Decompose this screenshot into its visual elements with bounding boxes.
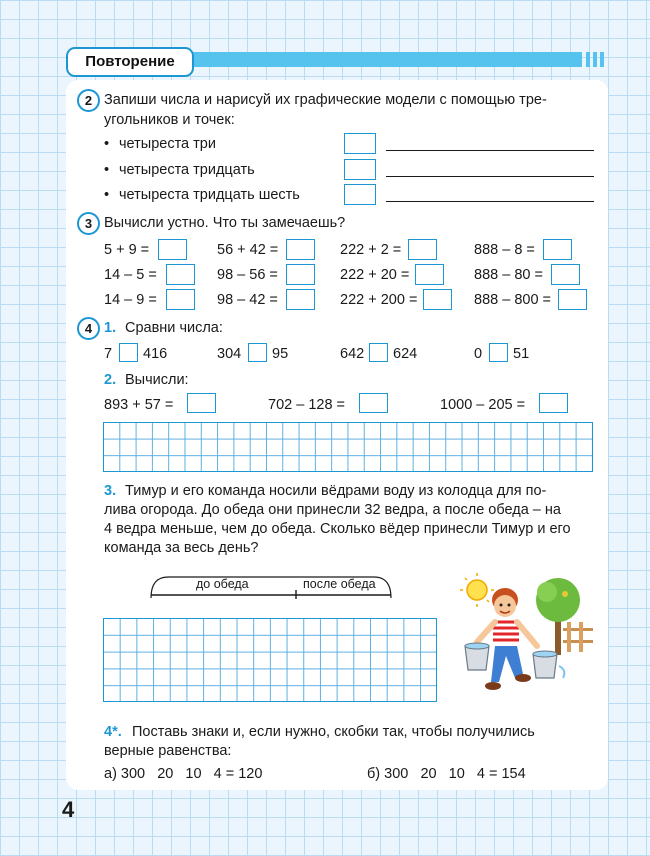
task-text: Вычисли устно. Что ты замечаешь?	[104, 215, 346, 231]
fence	[567, 622, 571, 652]
expression: 98 – 42 =	[217, 292, 278, 308]
item-label: четыреста тридцать	[119, 162, 255, 178]
expression: 5 + 9 =	[104, 242, 150, 258]
answer-box[interactable]	[543, 239, 572, 260]
subtask-label: 2.	[104, 372, 117, 388]
compare-left: 304	[217, 346, 242, 362]
task-text: Поставь знаки и, если нужно, скобки так, чтобы получились	[132, 724, 535, 740]
header-stripe	[600, 52, 604, 67]
boy-shoe	[485, 682, 501, 690]
answer-line[interactable]	[386, 150, 594, 151]
answer-line[interactable]	[386, 176, 594, 177]
task-text: верные равенства:	[104, 743, 232, 759]
tree-crown	[537, 582, 557, 602]
boy-arm	[477, 622, 495, 642]
item-label: четыреста три	[119, 136, 216, 152]
apple-icon	[562, 591, 568, 597]
task-text: Сравни числа:	[125, 320, 223, 336]
header-stripe	[593, 52, 597, 67]
equation-a: а) 300 20 10 4 = 120	[104, 766, 263, 782]
answer-box[interactable]	[551, 264, 580, 285]
bucket-water	[465, 643, 489, 649]
task-number: 4	[77, 317, 100, 340]
boy-arm	[517, 622, 537, 646]
bullet: •	[104, 136, 110, 152]
task-text: Запиши числа и нарисуй их графические модели с помощью тре-	[104, 92, 547, 108]
expression: 56 + 42 =	[217, 242, 279, 258]
compare-left: 7	[104, 346, 113, 362]
sign-box[interactable]	[489, 343, 508, 362]
answer-box[interactable]	[286, 239, 315, 260]
answer-box[interactable]	[344, 159, 376, 180]
answer-box[interactable]	[408, 239, 437, 260]
calculation-grid[interactable]	[103, 422, 593, 472]
equation-b: б) 300 20 10 4 = 154	[367, 766, 526, 782]
bucket-icon	[465, 646, 489, 670]
compare-right: 416	[143, 346, 168, 362]
page-number: 4	[62, 797, 75, 822]
answer-box[interactable]	[558, 289, 587, 310]
expression: 888 – 800 =	[474, 292, 552, 308]
water-splash	[559, 666, 564, 678]
answer-box[interactable]	[344, 184, 376, 205]
task-text: Тимур и его команда носили вёдрами воду из колодца для по-	[125, 483, 547, 499]
expression: 222 + 20 =	[340, 267, 410, 283]
expression: 702 – 128 =	[268, 397, 346, 413]
task-number: 3	[77, 212, 100, 235]
section-title: Повторение	[66, 47, 194, 77]
item-label: четыреста тридцать шесть	[119, 187, 300, 203]
bullet: •	[104, 187, 110, 203]
expression: 1000 – 205 =	[440, 397, 526, 413]
subtask-label: 4*.	[104, 724, 122, 740]
diagram-label-before: до обеда	[196, 577, 249, 591]
expression: 893 + 57 =	[104, 397, 174, 413]
compare-right: 624	[393, 346, 418, 362]
header-stripe	[586, 52, 590, 67]
bucket-icon	[533, 654, 557, 678]
task-text: угольников и точек:	[104, 112, 235, 128]
expression: 222 + 2 =	[340, 242, 402, 258]
subtask-label: 3.	[104, 483, 117, 499]
boy-shoe	[515, 674, 531, 682]
sign-box[interactable]	[369, 343, 388, 362]
fence	[579, 622, 583, 652]
answer-box[interactable]	[286, 264, 315, 285]
expression: 888 – 8 =	[474, 242, 535, 258]
task-text: 4 ведра меньше, чем до обеда. Сколько вёдер принесли Тимур и его	[104, 521, 571, 537]
answer-box[interactable]	[415, 264, 444, 285]
subtask-label: 1.	[104, 320, 117, 336]
answer-box[interactable]	[158, 239, 187, 260]
compare-right: 51	[513, 346, 530, 362]
answer-box[interactable]	[344, 133, 376, 154]
sun-icon	[467, 580, 487, 600]
expression: 222 + 200 =	[340, 292, 418, 308]
compare-right: 95	[272, 346, 289, 362]
expression: 98 – 56 =	[217, 267, 278, 283]
solution-grid[interactable]	[103, 618, 437, 702]
task-text: команда за весь день?	[104, 540, 259, 556]
sign-box[interactable]	[248, 343, 267, 362]
bullet: •	[104, 162, 110, 178]
task-text: лива огорода. До обеда они принесли 32 ведра, а после обеда – на	[104, 502, 561, 518]
sign-box[interactable]	[119, 343, 138, 362]
answer-box[interactable]	[286, 289, 315, 310]
task-number: 2	[77, 89, 100, 112]
answer-box[interactable]	[539, 393, 568, 413]
boy-with-buckets-illustration	[455, 570, 595, 705]
answer-box[interactable]	[166, 264, 195, 285]
answer-line[interactable]	[386, 201, 594, 202]
compare-left: 642	[340, 346, 365, 362]
answer-box[interactable]	[187, 393, 216, 413]
answer-box[interactable]	[359, 393, 388, 413]
bucket-water	[533, 651, 557, 657]
answer-box[interactable]	[166, 289, 195, 310]
task-text: Вычисли:	[125, 372, 189, 388]
compare-left: 0	[474, 346, 483, 362]
diagram-label-after: после обеда	[303, 577, 376, 591]
expression: 888 – 80 =	[474, 267, 543, 283]
expression: 14 – 5 =	[104, 267, 157, 283]
expression: 14 – 9 =	[104, 292, 157, 308]
answer-box[interactable]	[423, 289, 452, 310]
